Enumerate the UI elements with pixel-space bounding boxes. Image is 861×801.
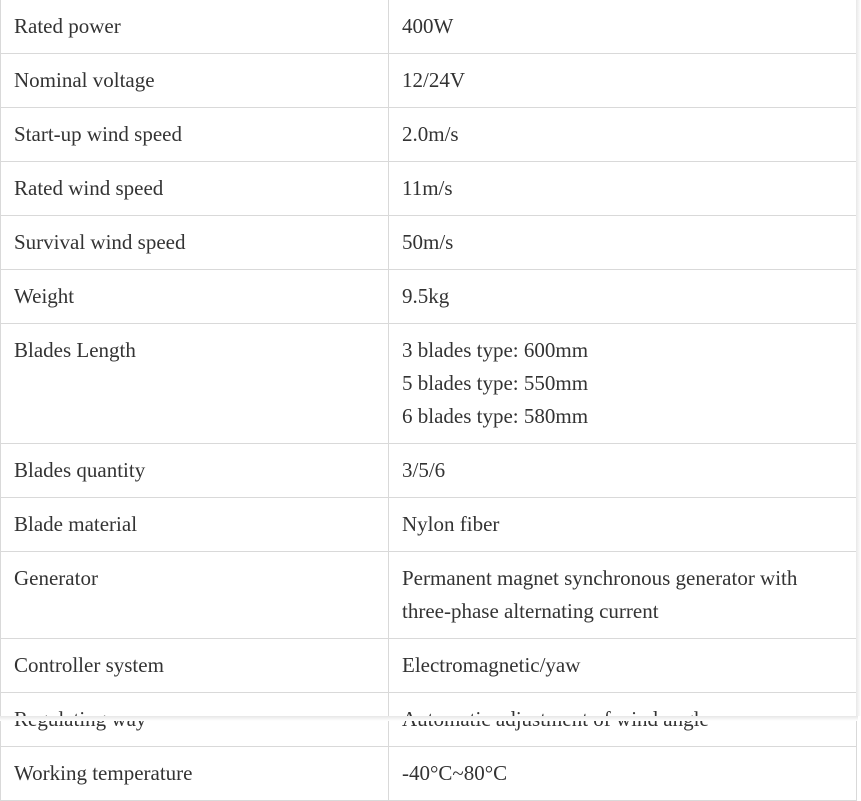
value-line: 2.0m/s — [402, 122, 459, 146]
table-row — [1, 747, 857, 801]
value-cell — [389, 747, 857, 801]
table-shadow-right — [856, 0, 861, 716]
value-cell — [389, 639, 857, 693]
table-row — [1, 0, 857, 54]
parameter-cell: Rated wind speed — [1, 162, 389, 216]
table-row — [1, 216, 857, 270]
table-row — [1, 444, 857, 498]
parameter-cell: Start-up wind speed — [1, 108, 389, 162]
value-cell — [389, 270, 857, 324]
value-line: 3 blades type: 600mm — [402, 338, 589, 362]
value-line: 6 blades type: 580mm — [402, 404, 589, 428]
parameter-cell: Controller system — [1, 639, 389, 693]
value-cell — [389, 444, 857, 498]
parameter-cell: Weight — [1, 270, 389, 324]
parameter-cell: Blade material — [1, 498, 389, 552]
parameter-cell: Generator — [1, 552, 389, 639]
value-line: -40°C~80°C — [402, 761, 508, 785]
table-row — [1, 552, 857, 639]
value-cell — [389, 552, 857, 639]
value-line: 50m/s — [402, 230, 454, 254]
table-row — [1, 498, 857, 552]
parameter-cell: Working temperature — [1, 747, 389, 801]
value-line: 3/5/6 — [402, 458, 446, 482]
value-line: 5 blades type: 550mm — [402, 371, 589, 395]
parameter-cell: Nominal voltage — [1, 54, 389, 108]
value-line: Nylon fiber — [402, 512, 500, 536]
table-row — [1, 639, 857, 693]
value-cell — [389, 216, 857, 270]
value-cell — [389, 54, 857, 108]
value-line: 11m/s — [402, 176, 453, 200]
parameter-cell: Rated power — [1, 0, 389, 54]
value-line: Permanent magnet synchronous generator with — [402, 566, 798, 590]
value-cell — [389, 0, 857, 54]
table-row — [1, 54, 857, 108]
table-row — [1, 108, 857, 162]
table-row — [1, 270, 857, 324]
value-cell — [389, 162, 857, 216]
value-cell — [389, 498, 857, 552]
table-shadow-bottom — [0, 716, 858, 721]
table-row — [1, 324, 857, 444]
parameter-cell: Survival wind speed — [1, 216, 389, 270]
value-line: 9.5kg — [402, 284, 450, 308]
value-line: Electromagnetic/yaw — [402, 653, 581, 677]
value-cell — [389, 108, 857, 162]
value-line: 12/24V — [402, 68, 465, 92]
specifications-table-body — [1, 0, 857, 801]
value-line: three-phase alternating current — [402, 599, 659, 623]
parameter-cell: Blades quantity — [1, 444, 389, 498]
table-row — [1, 162, 857, 216]
value-line: 400W — [402, 14, 454, 38]
value-cell — [389, 324, 857, 444]
parameter-cell: Blades Length — [1, 324, 389, 444]
